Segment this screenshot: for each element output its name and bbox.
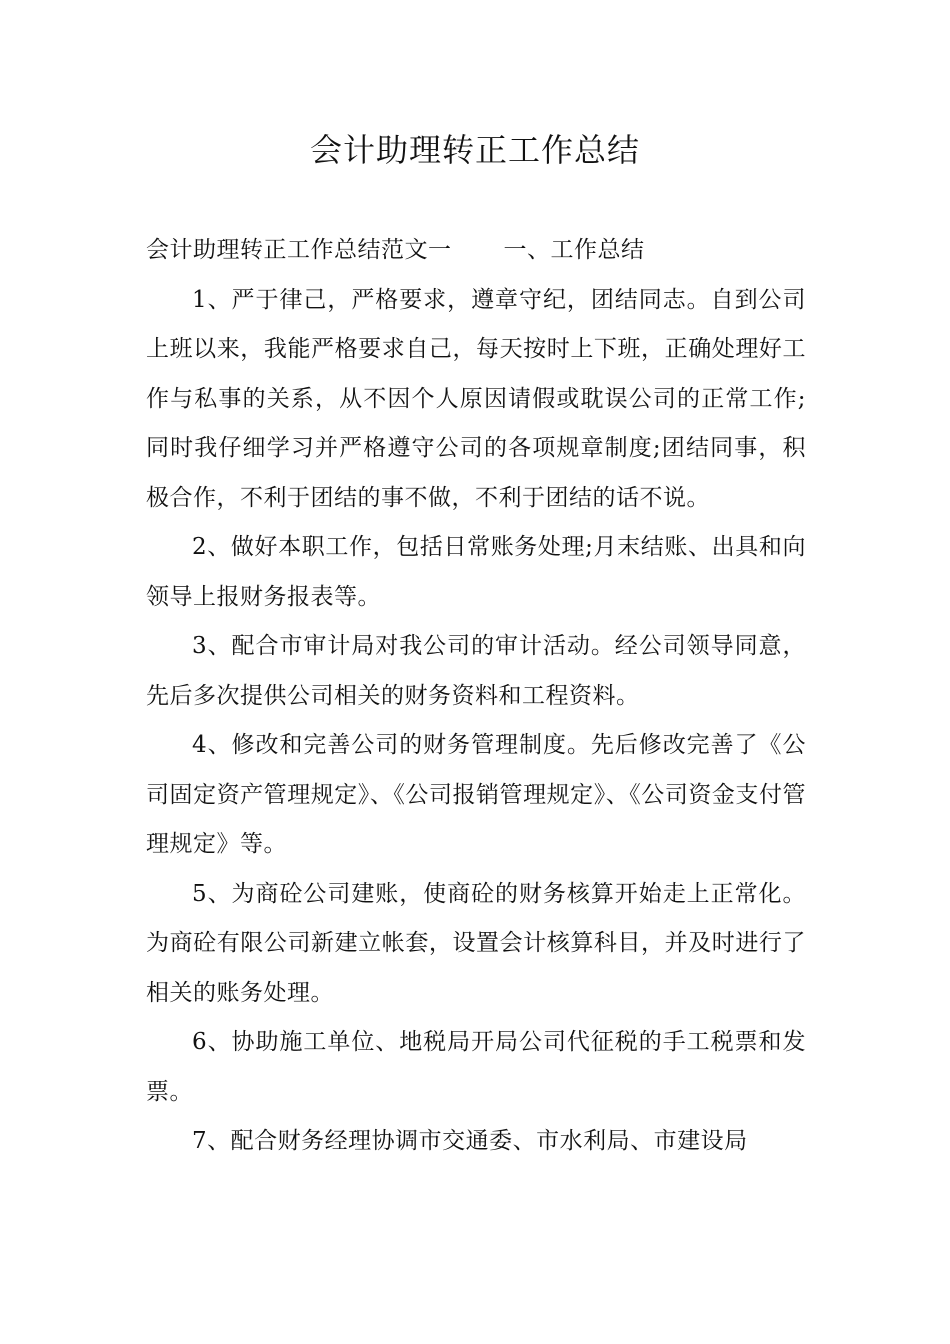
intro-lead: 会计助理转正工作总结范文一	[146, 237, 452, 263]
paragraph-2: 2、做好本职工作，包括日常账务处理;月末结账、出具和向领导上报财务报表等。	[146, 534, 806, 610]
paragraph-7: 7、配合财务经理协调市交通委、市水利局、市建设局	[192, 1128, 748, 1154]
paragraph-4: 4、修改和完善公司的财务管理制度。先后修改完善了《公司固定资产管理规定》、《公司报销管理规定》、《公司资金支付管理规定》等。	[146, 732, 806, 857]
intro-heading: 一、工作总结	[503, 237, 645, 263]
document-body	[146, 226, 806, 1167]
paragraph-3: 3、配合市审计局对我公司的审计活动。经公司领导同意，先后多次提供公司相关的财务资料和工程资料。	[146, 633, 806, 709]
paragraph-5: 5、为商砼公司建账，使商砼的财务核算开始走上正常化。为商砼有限公司新建立帐套，设置会计核算科目，并及时进行了相关的账务处理。	[146, 880, 806, 1006]
intro-line	[146, 226, 806, 276]
paragraph-1: 1、严于律己，严格要求，遵章守纪，团结同志。自到公司上班以来，我能严格要求自己，每天按时上下班，正确处理好工作与私事的关系，从不因个人原因请假或耽误公司的正常工作;同时我仔细学习并严格遵守公司的各项规章制度;团结同事，积极合作，不利于团结的事不做，不利于团结的话不说。	[146, 286, 806, 511]
document-title: 会计助理转正工作总结	[309, 131, 640, 169]
paragraph-6: 6、协助施工单位、地税局开局公司代征税的手工税票和发票。	[146, 1029, 806, 1105]
